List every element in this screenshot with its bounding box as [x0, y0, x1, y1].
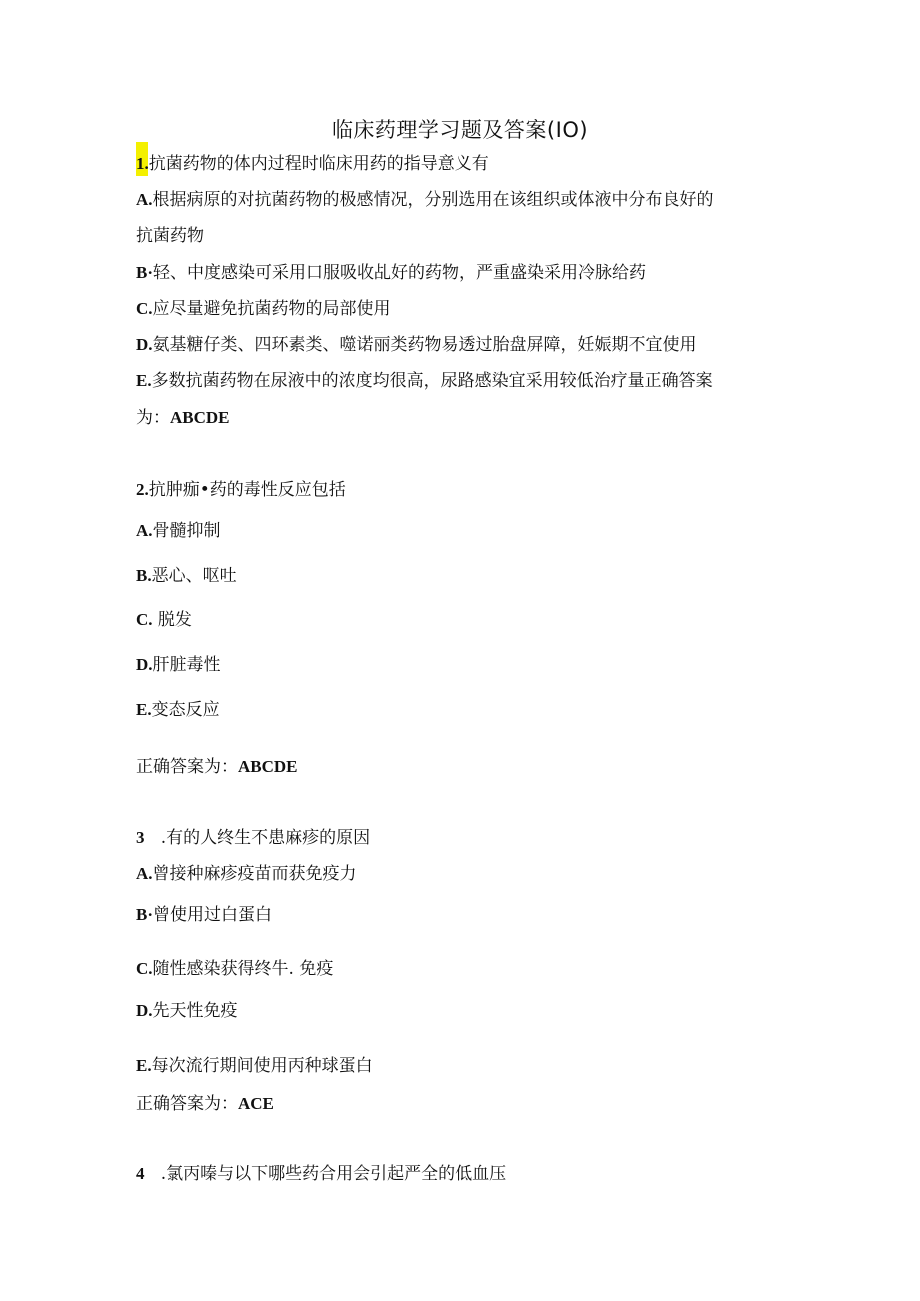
option-text: 曾接种麻疹疫苗而获免疫力 — [152, 864, 357, 884]
q2-option-e — [136, 698, 220, 722]
q2-option-c — [136, 608, 192, 632]
answer-prefix: 正确答案为： — [136, 1094, 238, 1114]
option-key: A. — [136, 521, 153, 540]
q1-option-e — [136, 369, 713, 393]
option-key: C. — [136, 299, 153, 318]
option-key: B· — [136, 263, 154, 282]
option-key: D. — [136, 1001, 153, 1020]
q2-answer — [136, 755, 298, 779]
question-1-stem — [136, 152, 489, 176]
q2-option-b — [136, 564, 237, 588]
option-text: 根据病原的对抗菌药物的极感情况，分别选用在该组织或体液中分布良好的 — [152, 190, 714, 210]
option-text: 恶心、呕吐 — [151, 566, 237, 586]
option-text: 每次流行期间使用丙种球蛋白 — [151, 1056, 373, 1076]
q1-option-a — [136, 188, 714, 212]
q3-option-e — [136, 1054, 373, 1078]
q1-option-d — [136, 333, 697, 357]
q1-answer — [136, 406, 230, 430]
question-2-stem — [136, 478, 346, 502]
option-key: D. — [136, 655, 153, 674]
option-text: 应尽量避免抗菌药物的局部使用 — [152, 299, 391, 319]
option-key: B. — [136, 566, 152, 585]
option-key: D. — [136, 335, 153, 354]
option-text: 脱发 — [152, 610, 192, 630]
q3-option-b — [136, 903, 272, 927]
question-text: .有的人终生不患麻疹的原因 — [144, 828, 371, 848]
option-text: 多数抗菌药物在尿液中的浓度均很高，尿路感染宜采用较低治疗量正确答案 — [151, 371, 713, 391]
q1-option-c — [136, 297, 391, 321]
q3-option-d — [136, 999, 238, 1023]
q2-option-d — [136, 653, 221, 677]
q1-option-b — [136, 261, 646, 285]
question-4-stem — [136, 1162, 506, 1186]
question-number: 2. — [136, 480, 149, 499]
option-key: A. — [136, 864, 153, 883]
q3-answer — [136, 1092, 274, 1116]
option-key: C. — [136, 610, 153, 629]
answer-value: ABCDE — [238, 757, 298, 776]
q1-option-a-continued: 抗菌药物 — [136, 226, 204, 246]
answer-value: ACE — [238, 1094, 274, 1113]
option-text: 随性感染获得终牛. 免疫 — [152, 959, 334, 979]
question-number: 3 — [136, 828, 145, 847]
answer-value: ABCDE — [170, 408, 230, 427]
option-text: 曾使用过白蛋白 — [153, 905, 273, 925]
option-key: B· — [136, 905, 154, 924]
question-text: 抗肿痂•药的毒性反应包括 — [148, 480, 346, 500]
q3-option-c — [136, 957, 333, 981]
question-text: .氯丙嗪与以下哪些药合用会引起严全的低血压 — [144, 1164, 507, 1184]
question-number: 4 — [136, 1164, 145, 1183]
option-key: A. — [136, 190, 153, 209]
option-text: 氨基糖仔类、四环素类、噬诺丽类药物易透过胎盘屏障，妊娠期不宜使用 — [152, 335, 697, 355]
option-text: 骨髓抑制 — [152, 521, 221, 541]
answer-prefix: 为： — [136, 408, 170, 428]
question-text: 抗菌药物的体内过程时临床用药的指导意义有 — [148, 154, 489, 174]
option-key: E. — [136, 700, 152, 719]
q3-option-a — [136, 862, 357, 886]
option-text: 变态反应 — [151, 700, 220, 720]
option-text: 轻、中度感染可采用口服吸收乩好的药物，严重盛染采用冷脉给药 — [153, 263, 647, 283]
option-key: C. — [136, 959, 153, 978]
q2-option-a — [136, 519, 221, 543]
option-key: E. — [136, 371, 152, 390]
option-text: 肝脏毒性 — [152, 655, 221, 675]
option-key: E. — [136, 1056, 152, 1075]
question-3-stem — [136, 826, 370, 850]
answer-prefix: 正确答案为： — [136, 757, 238, 777]
document-title: 临床药理学习题及答案(IO) — [331, 118, 589, 142]
option-text: 先天性免疫 — [152, 1001, 238, 1021]
question-number: 1. — [136, 154, 149, 173]
